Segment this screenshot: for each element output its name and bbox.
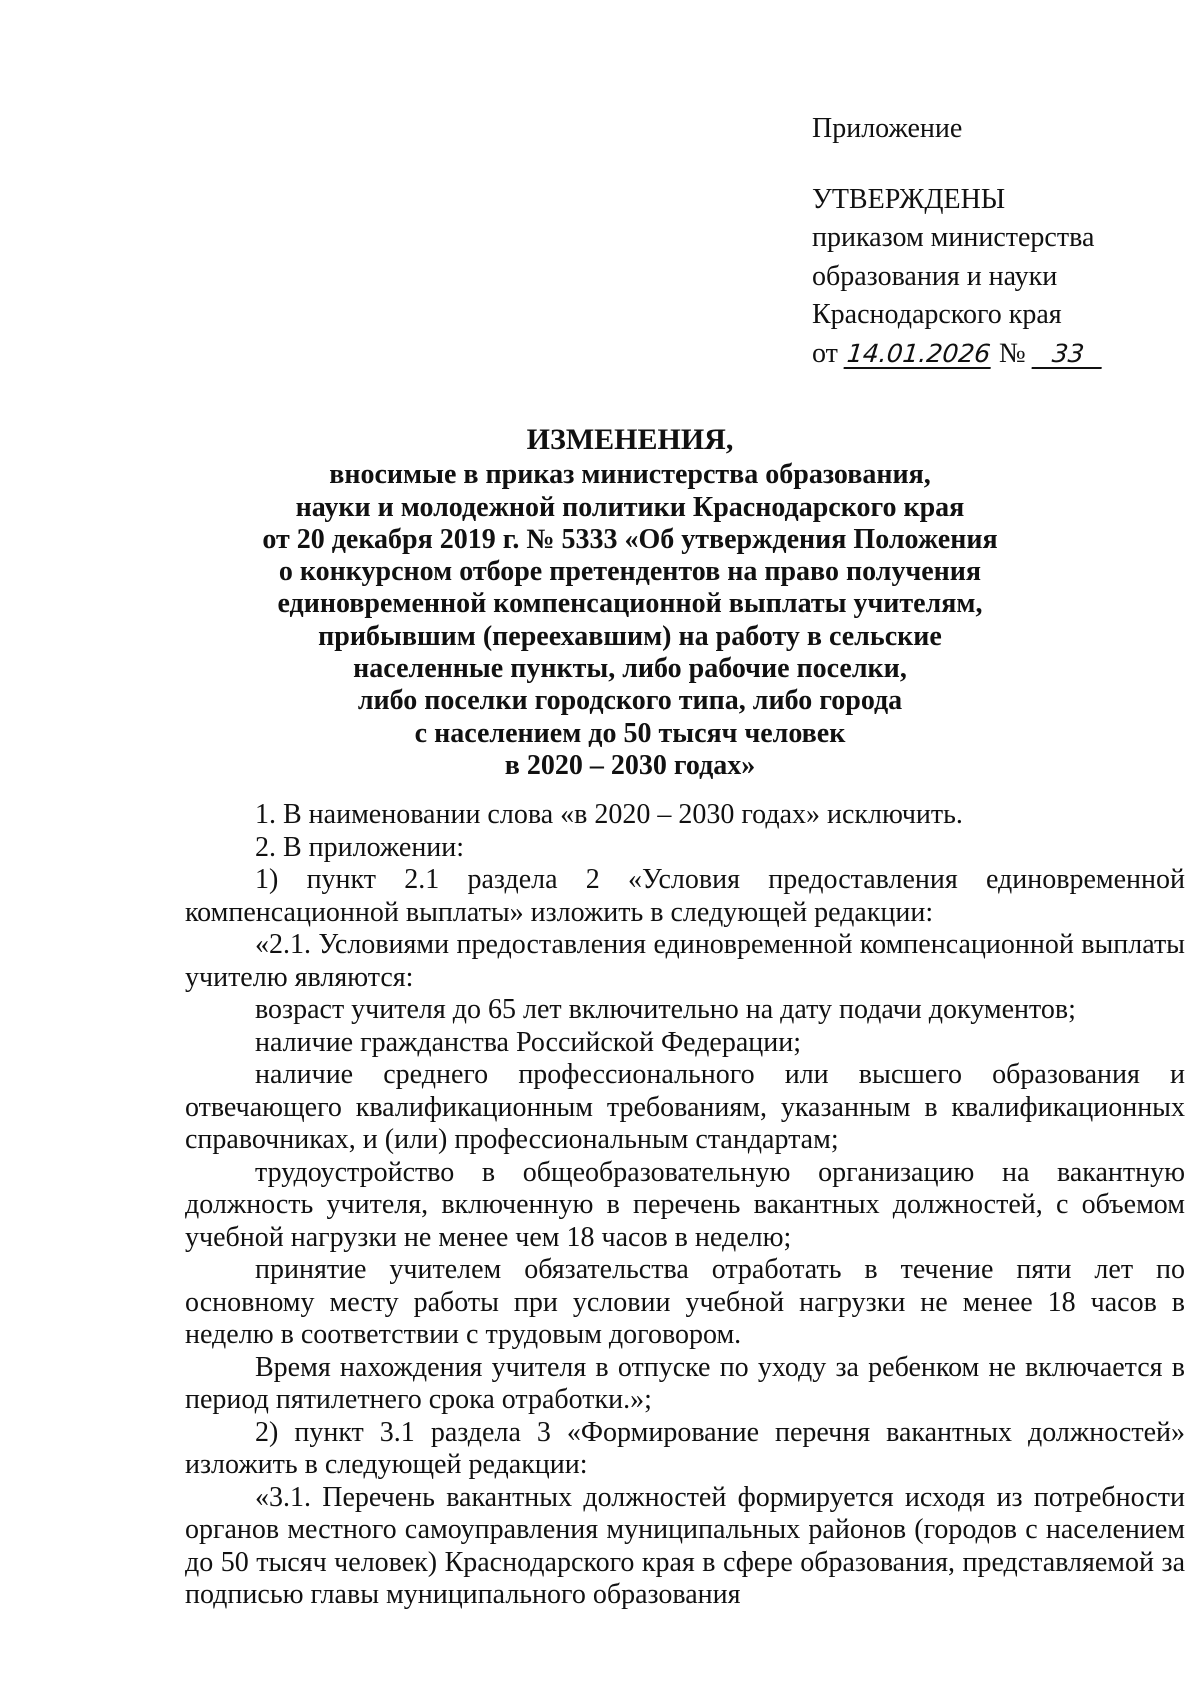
title-line: единовременной компенсационной выплаты учителям, <box>277 588 983 620</box>
title-line: с населением до 50 тысяч человек <box>414 717 846 749</box>
body-paragraph: «3.1. Перечень вакантных должностей формируется исходя из потребности органов местного самоуправления муниципальных районов (городов с населением до 50 тысяч человек) Краснодарского края в сфере образования, представляемой за подписью главы муниципального образования <box>185 1481 1185 1610</box>
annex-label: Приложение <box>812 113 963 144</box>
title-line: прибывшим (переехавшим) на работу в сельские <box>318 620 942 652</box>
body-paragraph: трудоустройство в общеобразовательную организацию на вакантную должность учителя, включенную в перечень вакантных должностей, с объемом учебной нагрузки не менее чем 18 часов в неделю; <box>185 1156 1185 1253</box>
body-paragraph: наличие гражданства Российской Федерации; <box>255 1026 801 1058</box>
body-paragraph: возраст учителя до 65 лет включительно на дату подачи документов; <box>255 994 1076 1025</box>
approval-line-3: Краснодарского края <box>812 299 1062 330</box>
document-body <box>185 799 1185 1612</box>
title-line: вносимые в приказ министерства образования, <box>329 459 931 491</box>
handwritten-date: 14.01.2026 <box>843 341 993 369</box>
body-paragraph: принятие учителем обязательства отработать в течение пяти лет по основному месту работы при условии учебной нагрузки не менее 18 часов в неделю в соответствии с трудовым договором. <box>185 1254 1185 1350</box>
title-line: населенные пункты, либо рабочие поселки, <box>353 653 907 685</box>
body-paragraph: 2) пункт 3.1 раздела 3 «Формирование перечня вакантных должностей» изложить в следующей редакции: <box>185 1416 1185 1480</box>
title-main: ИЗМЕНЕНИЯ, <box>526 423 734 456</box>
document-title <box>180 424 1080 782</box>
body-paragraph: 1. В наименовании слова «в 2020 – 2030 годах» исключить. <box>255 799 963 830</box>
body-paragraph: «2.1. Условиями предоставления единовременной компенсационной выплаты учителю являются: <box>185 929 1185 993</box>
approval-stamp-block <box>812 110 1103 373</box>
approval-line-2: образования и науки <box>812 260 1058 292</box>
approved-label: УТВЕРЖДЕНЫ <box>812 183 1006 215</box>
title-line: в 2020 – 2030 годах» <box>504 749 756 781</box>
title-line: о конкурсном отборе претендентов на право получения <box>278 556 982 588</box>
title-line: либо поселки городского типа, либо города <box>357 685 903 717</box>
handwritten-number: 33 <box>1031 341 1104 369</box>
number-sign: № <box>999 337 1026 369</box>
body-paragraph: 2. В приложении: <box>255 831 465 863</box>
title-line: от 20 декабря 2019 г. № 5333 «Об утверждения Положения <box>262 523 998 555</box>
body-paragraph: 1) пункт 2.1 раздела 2 «Условия предоставления единовременной компенсационной выплаты» изложить в следующей редакции: <box>185 864 1185 928</box>
approval-line-1: приказом министерства <box>812 222 1095 253</box>
date-prefix: от <box>812 337 838 369</box>
body-paragraph: Время нахождения учителя в отпуске по уходу за ребенком не включается в период пятилетнего срока отработки.»; <box>185 1351 1185 1415</box>
body-paragraph: наличие среднего профессионального или высшего образования и отвечающего квалификационным требованиям, указанным в квалификационных справочниках, и (или) профессиональным стандартам; <box>185 1059 1185 1155</box>
approval-date-line <box>812 335 1103 374</box>
title-line: науки и молодежной политики Краснодарского края <box>295 491 965 523</box>
